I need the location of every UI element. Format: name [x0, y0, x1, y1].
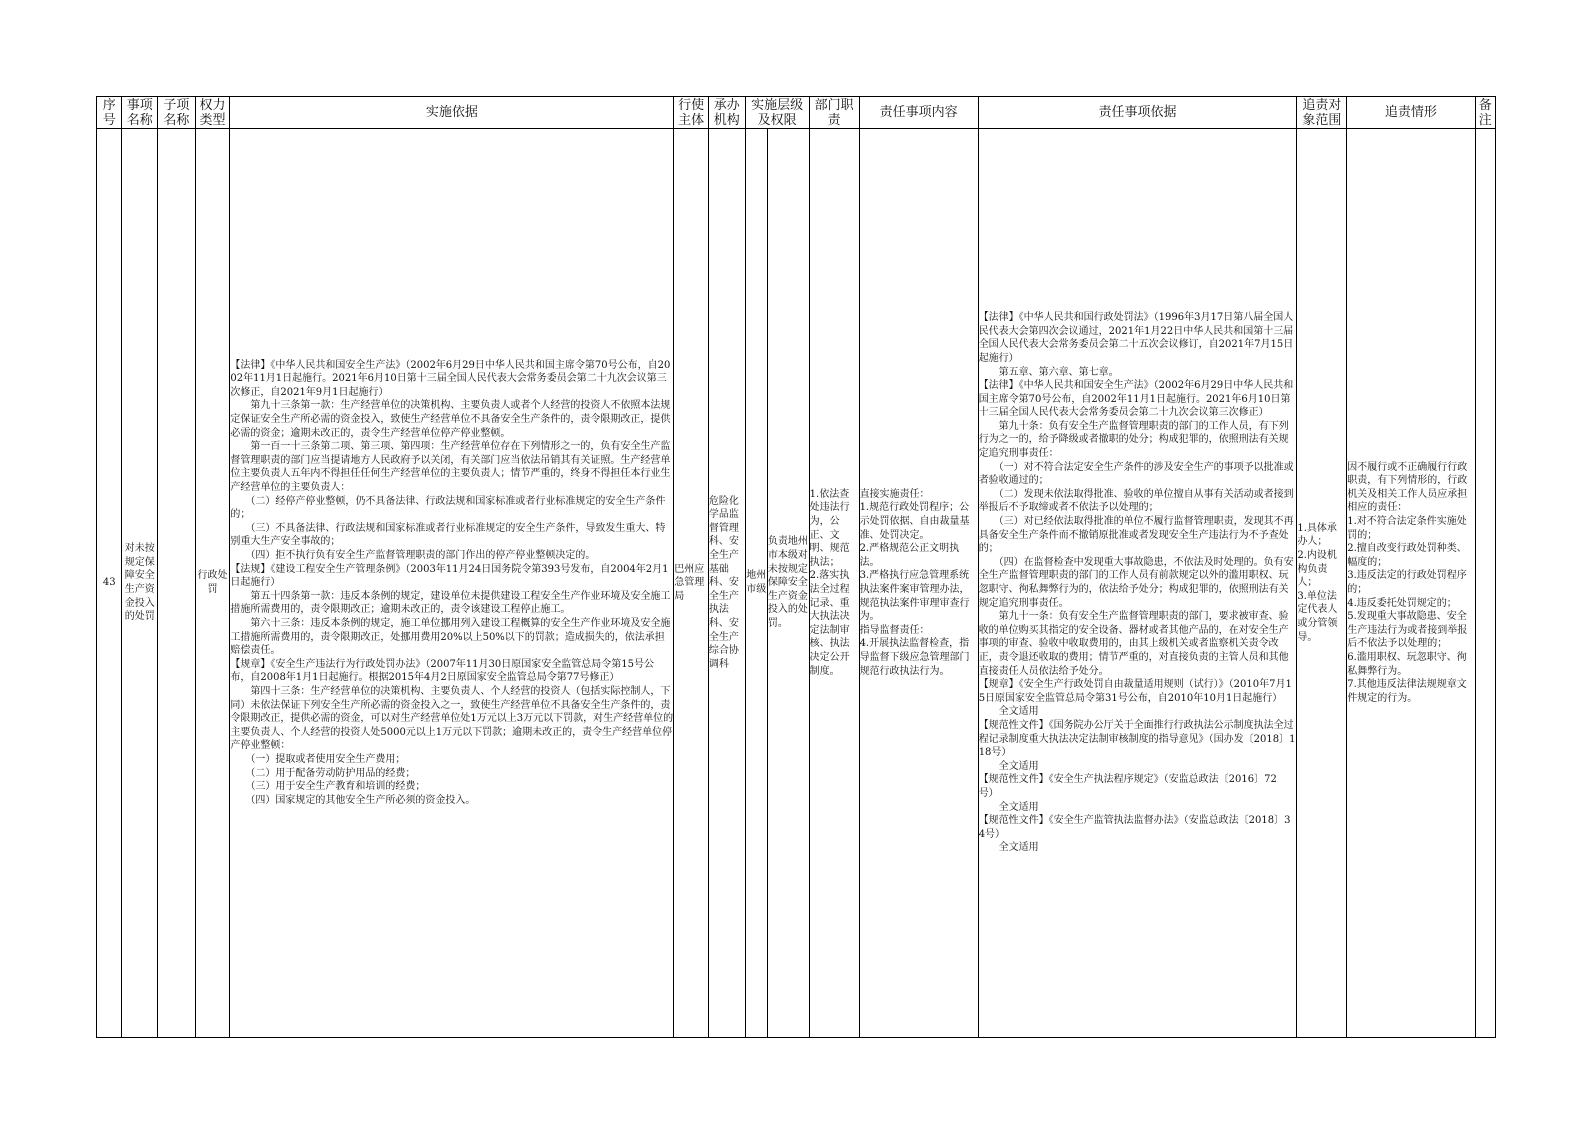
cell-subject: 巴州应急管理局 [674, 129, 709, 1038]
power-list-table [96, 96, 1496, 1038]
cell-seq: 43 [97, 129, 122, 1038]
header-resp-content: 责任事项内容 [859, 97, 978, 129]
cell-handler: 危险化学品监督管理科、安全生产基础科、安全生产执法科、安全生产综合协调科 [708, 129, 745, 1038]
cell-scope: 1.具体承办人； 2.内设机构负责人； 3.单位法定代表人或分管领导。 [1297, 129, 1347, 1038]
header-sub-name: 子项名称 [158, 97, 196, 129]
header-resp-basis: 责任事项依据 [978, 97, 1297, 129]
header-level: 实施层级及权限 [745, 97, 809, 129]
cell-level-a: 地州市级 [745, 129, 767, 1038]
header-scope: 追责对象范围 [1297, 97, 1347, 129]
cell-item-name: 对未按规定保障安全生产资金投入的处罚 [122, 129, 158, 1038]
cell-duty: 1.依法查处违法行为，公正、文明、规范执法； 2.落实执法全过程记录、重大执法决定法制审核、执法决定公开制度。 [809, 129, 859, 1038]
header-remark: 备注 [1475, 97, 1495, 129]
cell-resp-basis: 【法律】《中华人民共和国行政处罚法》（1996年3月17日第八届全国人民代表大会第四次会议通过，2021年1月22日中华人民共和国第十三届全国人民代表大会常务委员会第二十五次会议修订，自2021年7月15日起施行） 第五章、第六章、第七章。 【法律】《中华人民共和国安全生产法》（2002年6月29日中华人民共和国主席令第70号公布，自2002年11月1日起施行。2021年6月10日第十三届全国人民代表大会常务委员会第二十九次会议第三次修正） 第九十条：负有安全生产监督管理职责的部门的工作人员，有下列行为之一的，给予降级或者撤职的处分；构成犯罪的，依照刑法有关规定追究刑事责任： （一）对不符合法定安全生产条件的涉及安全生产的事项予以批准或者验收通过的； （二）发现未依法取得批准、验收的单位擅自从事有关活动或者接到举报后不予取缔或者不依法予以处理的； （三）对已经依法取得批准的单位不履行监督管理职责，发现其不再具备安全生产条件而不撤销原批准或者发现安全生产违法行为不予查处的； （四）在监督检查中发现重大事故隐患，不依法及时处理的。负有安全生产监督管理职责的部门的工作人员有前款规定以外的滥用职权、玩忽职守、徇私舞弊行为的，依法给予处分；构成犯罪的，依照刑法有关规定追究刑事责任。 第九十一条：负有安全生产监督管理职责的部门，要求被审查、验收的单位购买其指定的安全设备、器材或者其他产品的，在对安全生产事项的审查、验收中收取费用的，由其上级机关或者监察机关责令改正，责令退还收取的费用；情节严重的，对直接负责的主管人员和其他直接责任人员依法给予处分。 【规章】《安全生产行政处罚自由裁量适用规则（试行）》（2010年7月15日原国家安全监管总局令第31号公布，自2010年10月1日起施行） 全文适用 【规范性文件】《国务院办公厅关于全面推行行政执法公示制度执法全过程记录制度重大执法决定法制审核制度的指导意见》（国办发〔2018〕118号） 全文适用 【规范性文件】《安全生产执法程序规定》（安监总政法〔2016〕72号） 全文适用 【规范性文件】《安全生产监管执法监督办法》（安监总政法〔2018〕34号） 全文适用 [978, 129, 1297, 1038]
header-handler: 承办机构 [708, 97, 745, 129]
cell-resp-content: 直接实施责任： 1.规范行政处罚程序；公示处罚依据、自由裁量基准、处罚决定。 2.严格规范公正文明执法。 3.严格执行应急管理系统执法案件案审管理办法，规范执法案件审理审查行为。 指导监督责任： 4.开展执法监督检查，指导监督下级应急管理部门规范行政执法行为。 [859, 129, 978, 1038]
cell-situations: 因不履行或不正确履行行政职责，有下列情形的，行政机关及相关工作人员应承担相应的责任： 1.对不符合法定条件实施处罚的； 2.擅自改变行政处罚种类、幅度的； 3.违反法定的行政处罚程序的； 4.违反委托处罚规定的； 5.发现重大事故隐患、安全生产违法行为或者接到举报后不依法予以处理的； 6.滥用职权、玩忽职守、徇私舞弊行为。 7.其他违反法律法规规章文件规定的行为。 [1347, 129, 1475, 1038]
header-basis: 实施依据 [230, 97, 674, 129]
cell-level-b: 负责地州市本级对未按规定保障安全生产资金投入的处罚。 [767, 129, 809, 1038]
cell-sub-name [158, 129, 196, 1038]
header-subject: 行使主体 [674, 97, 709, 129]
table-row [97, 129, 1496, 1038]
header-item-name: 事项名称 [122, 97, 158, 129]
header-power-type: 权力类型 [195, 97, 230, 129]
header-situations: 追责情形 [1347, 97, 1475, 129]
cell-remark [1475, 129, 1495, 1038]
cell-power-type: 行政处罚 [195, 129, 230, 1038]
header-seq: 序号 [97, 97, 122, 129]
header-row [97, 97, 1496, 129]
header-duty: 部门职责 [809, 97, 859, 129]
cell-basis: 【法律】《中华人民共和国安全生产法》（2002年6月29日中华人民共和国主席令第70号公布，自2002年11月1日起施行。2021年6月10日第十三届全国人民代表大会常务委员会第二十九次会议第三次修正，自2021年9月1日起施行） 第九十三条第一款：生产经营单位的决策机构、主要负责人或者个人经营的投资人不依照本法规定保证安全生产所必需的资金投入，致使生产经营单位不具备安全生产条件的，责令限期改正，提供必需的资金；逾期未改正的，责令生产经营单位停产停业整顿。 第一百一十三条第二项、第三项、第四项：生产经营单位存在下列情形之一的，负有安全生产监督管理职责的部门应当提请地方人民政府予以关闭，有关部门应当依法吊销其有关证照。生产经营单位主要负责人五年内不得担任任何生产经营单位的主要负责人；情节严重的，终身不得担任本行业生产经营单位的主要负责人： （二）经停产停业整顿，仍不具备法律、行政法规和国家标准或者行业标准规定的安全生产条件的； （三）不具备法律、行政法规和国家标准或者行业标准规定的安全生产条件，导致发生重大、特别重大生产安全事故的； （四）拒不执行负有安全生产监督管理职责的部门作出的停产停业整顿决定的。 【法规】《建设工程安全生产管理条例》（2003年11月24日国务院令第393号发布，自2004年2月1日起施行） 第五十四条第一款：违反本条例的规定，建设单位未提供建设工程安全生产作业环境及安全施工措施所需费用的，责令限期改正；逾期未改正的，责令该建设工程停止施工。 第六十三条：违反本条例的规定，施工单位挪用列入建设工程概算的安全生产作业环境及安全施工措施所需费用的，责令限期改正，处挪用费用20%以上50%以下的罚款；造成损失的，依法承担赔偿责任。 【规章】《安全生产违法行为行政处罚办法》（2007年11月30日原国家安全监管总局令第15号公布，自2008年1月1日起施行。根据2015年4月2日原国家安全监管总局令第77号修正） 第四十三条：生产经营单位的决策机构、主要负责人、个人经营的投资人（包括实际控制人，下同）未依法保证下列安全生产所必需的资金投入之一，致使生产经营单位不具备安全生产条件的，责令限期改正，提供必需的资金，可以对生产经营单位处1万元以上3万元以下罚款，对生产经营单位的主要负责人、个人经营的投资人处5000元以上1万元以下罚款；逾期未改正的，责令生产经营单位停产停业整顿： （一）提取或者使用安全生产费用； （二）用于配备劳动防护用品的经费； （三）用于安全生产教育和培训的经费； （四）国家规定的其他安全生产所必须的资金投入。 [230, 129, 674, 1038]
